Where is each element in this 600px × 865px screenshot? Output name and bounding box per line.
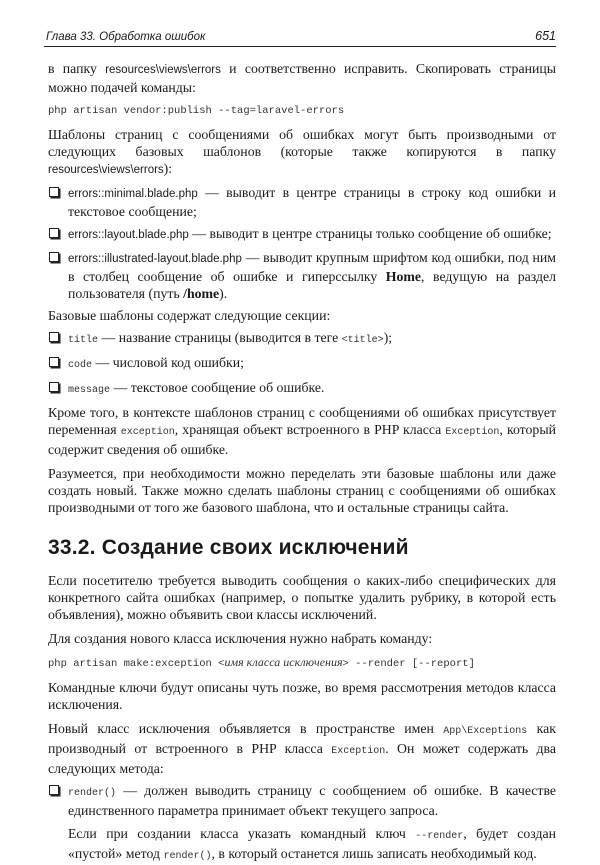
chapter-title: Глава 33. Обработка ошибок: [46, 31, 206, 43]
checkbox-bullet-icon: [49, 382, 59, 392]
page-number: 651: [535, 29, 556, 43]
method-list: [48, 782, 556, 819]
paragraph: Для создания нового класса исключения нужно набрать команду:: [48, 631, 433, 646]
checkbox-bullet-icon: [49, 252, 59, 262]
list-item: title — название страницы (выводится в теге <title>);: [48, 329, 556, 349]
page-content: [48, 60, 556, 865]
command-line: php artisan vendor:publish --tag=laravel-errors: [48, 105, 345, 117]
checkbox-bullet-icon: [49, 785, 59, 795]
paragraph: Новый класс исключения объявляется в пространстве имен App\Exceptions как производный от встроенного в PHP класса Exception. Он может содержать два следующих метода:: [48, 721, 556, 776]
paragraph: Базовые шаблоны содержат следующие секции:: [48, 308, 331, 323]
checkbox-bullet-icon: [49, 332, 59, 342]
running-header: [44, 28, 556, 47]
section-heading: 33.2. Создание своих исключений: [48, 536, 409, 559]
list-item: render() — должен выводить страницу с сообщением об ошибке. В качестве единственного параметра принимает объект текущего запроса.: [48, 782, 556, 819]
paragraph: Кроме того, в контексте шаблонов страниц с сообщениями об ошибках присутствует переменная exception, хранящая объект встроенного в PHP класса Exception, который содержит сведения об ошибке.: [48, 405, 556, 457]
checkbox-bullet-icon: [49, 187, 59, 197]
paragraph: Разумеется, при необходимости можно переделать эти базовые шаблоны или даже создать новый. Также можно сделать шаблоны страниц с сообщениями об ошибках производными от того же базового шаблона, что и остальные страницы сайта.: [48, 466, 556, 515]
paragraph: Командные ключи будут описаны чуть позже, во время рассмотрения методов класса исключения.: [48, 680, 556, 712]
checkbox-bullet-icon: [49, 228, 59, 238]
list-item: errors::illustrated-layout.blade.php — выводит крупным шрифтом код ошибки, под ним в столбец сообщение об ошибке и гиперссылку Home, ведущую на раздел пользователя (путь /home).: [48, 249, 556, 302]
checkbox-bullet-icon: [49, 357, 59, 367]
list-item: code — числовой код ошибки;: [48, 354, 556, 374]
list-item: errors::minimal.blade.php — выводит в центре страницы в строку код ошибки и текстовое сообщение;: [48, 184, 556, 220]
paragraph: Шаблоны страниц с сообщениями об ошибках могут быть производными от следующих базовых шаблонов (которые также копируются в папку resources\views\errors):: [48, 127, 556, 176]
template-list: [48, 184, 556, 302]
list-item: message — текстовое сообщение об ошибке.: [48, 379, 556, 399]
command-line: php artisan make:exception <имя класса исключения> --render [--report]: [48, 655, 475, 670]
paragraph: Если при создании класса указать командный ключ --render, будет создан «пустой» метод render(), в который останется лишь записать необходимый код.: [68, 826, 556, 862]
paragraph: в папку resources\views\errors и соответственно исправить. Скопировать страницы можно подачей команды:: [48, 61, 556, 95]
section-list: [48, 329, 556, 399]
paragraph: Если посетителю требуется выводить сообщения о каких-либо специфических для конкретного сайта ошибках (например, о попытке удалить рубрику, в которой есть объявления), можно объявить свои классы исключений.: [48, 573, 556, 622]
list-item: errors::layout.blade.php — выводит в центре страницы только сообщение об ошибке;: [48, 225, 556, 244]
